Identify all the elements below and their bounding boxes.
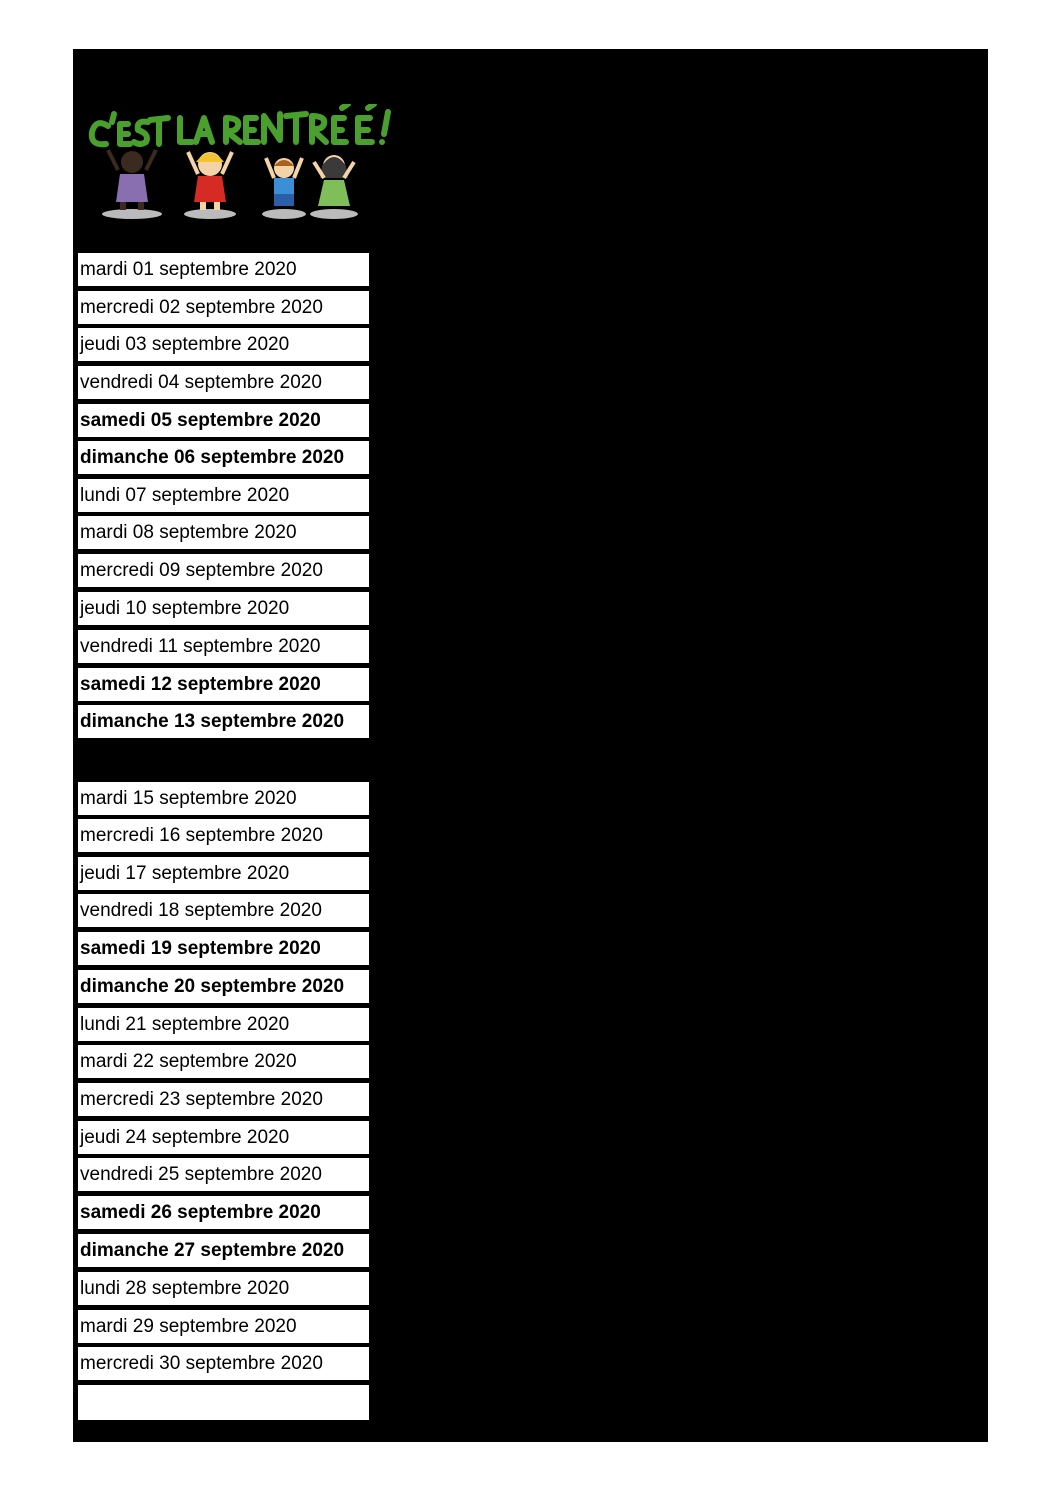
day-row: dimanche 06 septembre 2020 [78, 441, 369, 474]
day-row: dimanche 27 septembre 2020 [78, 1234, 369, 1267]
day-row: samedi 26 septembre 2020 [78, 1196, 369, 1229]
day-row: samedi 05 septembre 2020 [78, 404, 369, 437]
day-row: mardi 22 septembre 2020 [78, 1045, 369, 1078]
rentree-logo [84, 104, 400, 220]
day-row: mardi 29 septembre 2020 [78, 1310, 369, 1343]
day-row: vendredi 11 septembre 2020 [78, 630, 369, 663]
day-row: jeudi 03 septembre 2020 [78, 328, 369, 361]
day-row: jeudi 17 septembre 2020 [78, 857, 369, 890]
children-illustration [98, 142, 358, 220]
day-row: vendredi 25 septembre 2020 [78, 1158, 369, 1191]
day-row: mercredi 16 septembre 2020 [78, 819, 369, 852]
day-row: mercredi 30 septembre 2020 [78, 1347, 369, 1380]
day-row: mercredi 09 septembre 2020 [78, 554, 369, 587]
day-row: lundi 21 septembre 2020 [78, 1008, 369, 1041]
day-row: mercredi 23 septembre 2020 [78, 1083, 369, 1116]
day-row: vendredi 04 septembre 2020 [78, 366, 369, 399]
day-row: samedi 19 septembre 2020 [78, 932, 369, 965]
day-row: mercredi 02 septembre 2020 [78, 291, 369, 324]
day-row [78, 1385, 369, 1420]
day-row: mardi 01 septembre 2020 [78, 253, 369, 286]
day-row: mardi 08 septembre 2020 [78, 516, 369, 549]
day-row: jeudi 24 septembre 2020 [78, 1121, 369, 1154]
day-row: vendredi 18 septembre 2020 [78, 894, 369, 927]
day-row: dimanche 20 septembre 2020 [78, 970, 369, 1003]
day-row: mardi 15 septembre 2020 [78, 782, 369, 815]
day-row: lundi 07 septembre 2020 [78, 479, 369, 512]
day-row: jeudi 10 septembre 2020 [78, 592, 369, 625]
day-row: dimanche 13 septembre 2020 [78, 705, 369, 738]
day-row: samedi 12 septembre 2020 [78, 668, 369, 701]
day-row: lundi 28 septembre 2020 [78, 1272, 369, 1305]
